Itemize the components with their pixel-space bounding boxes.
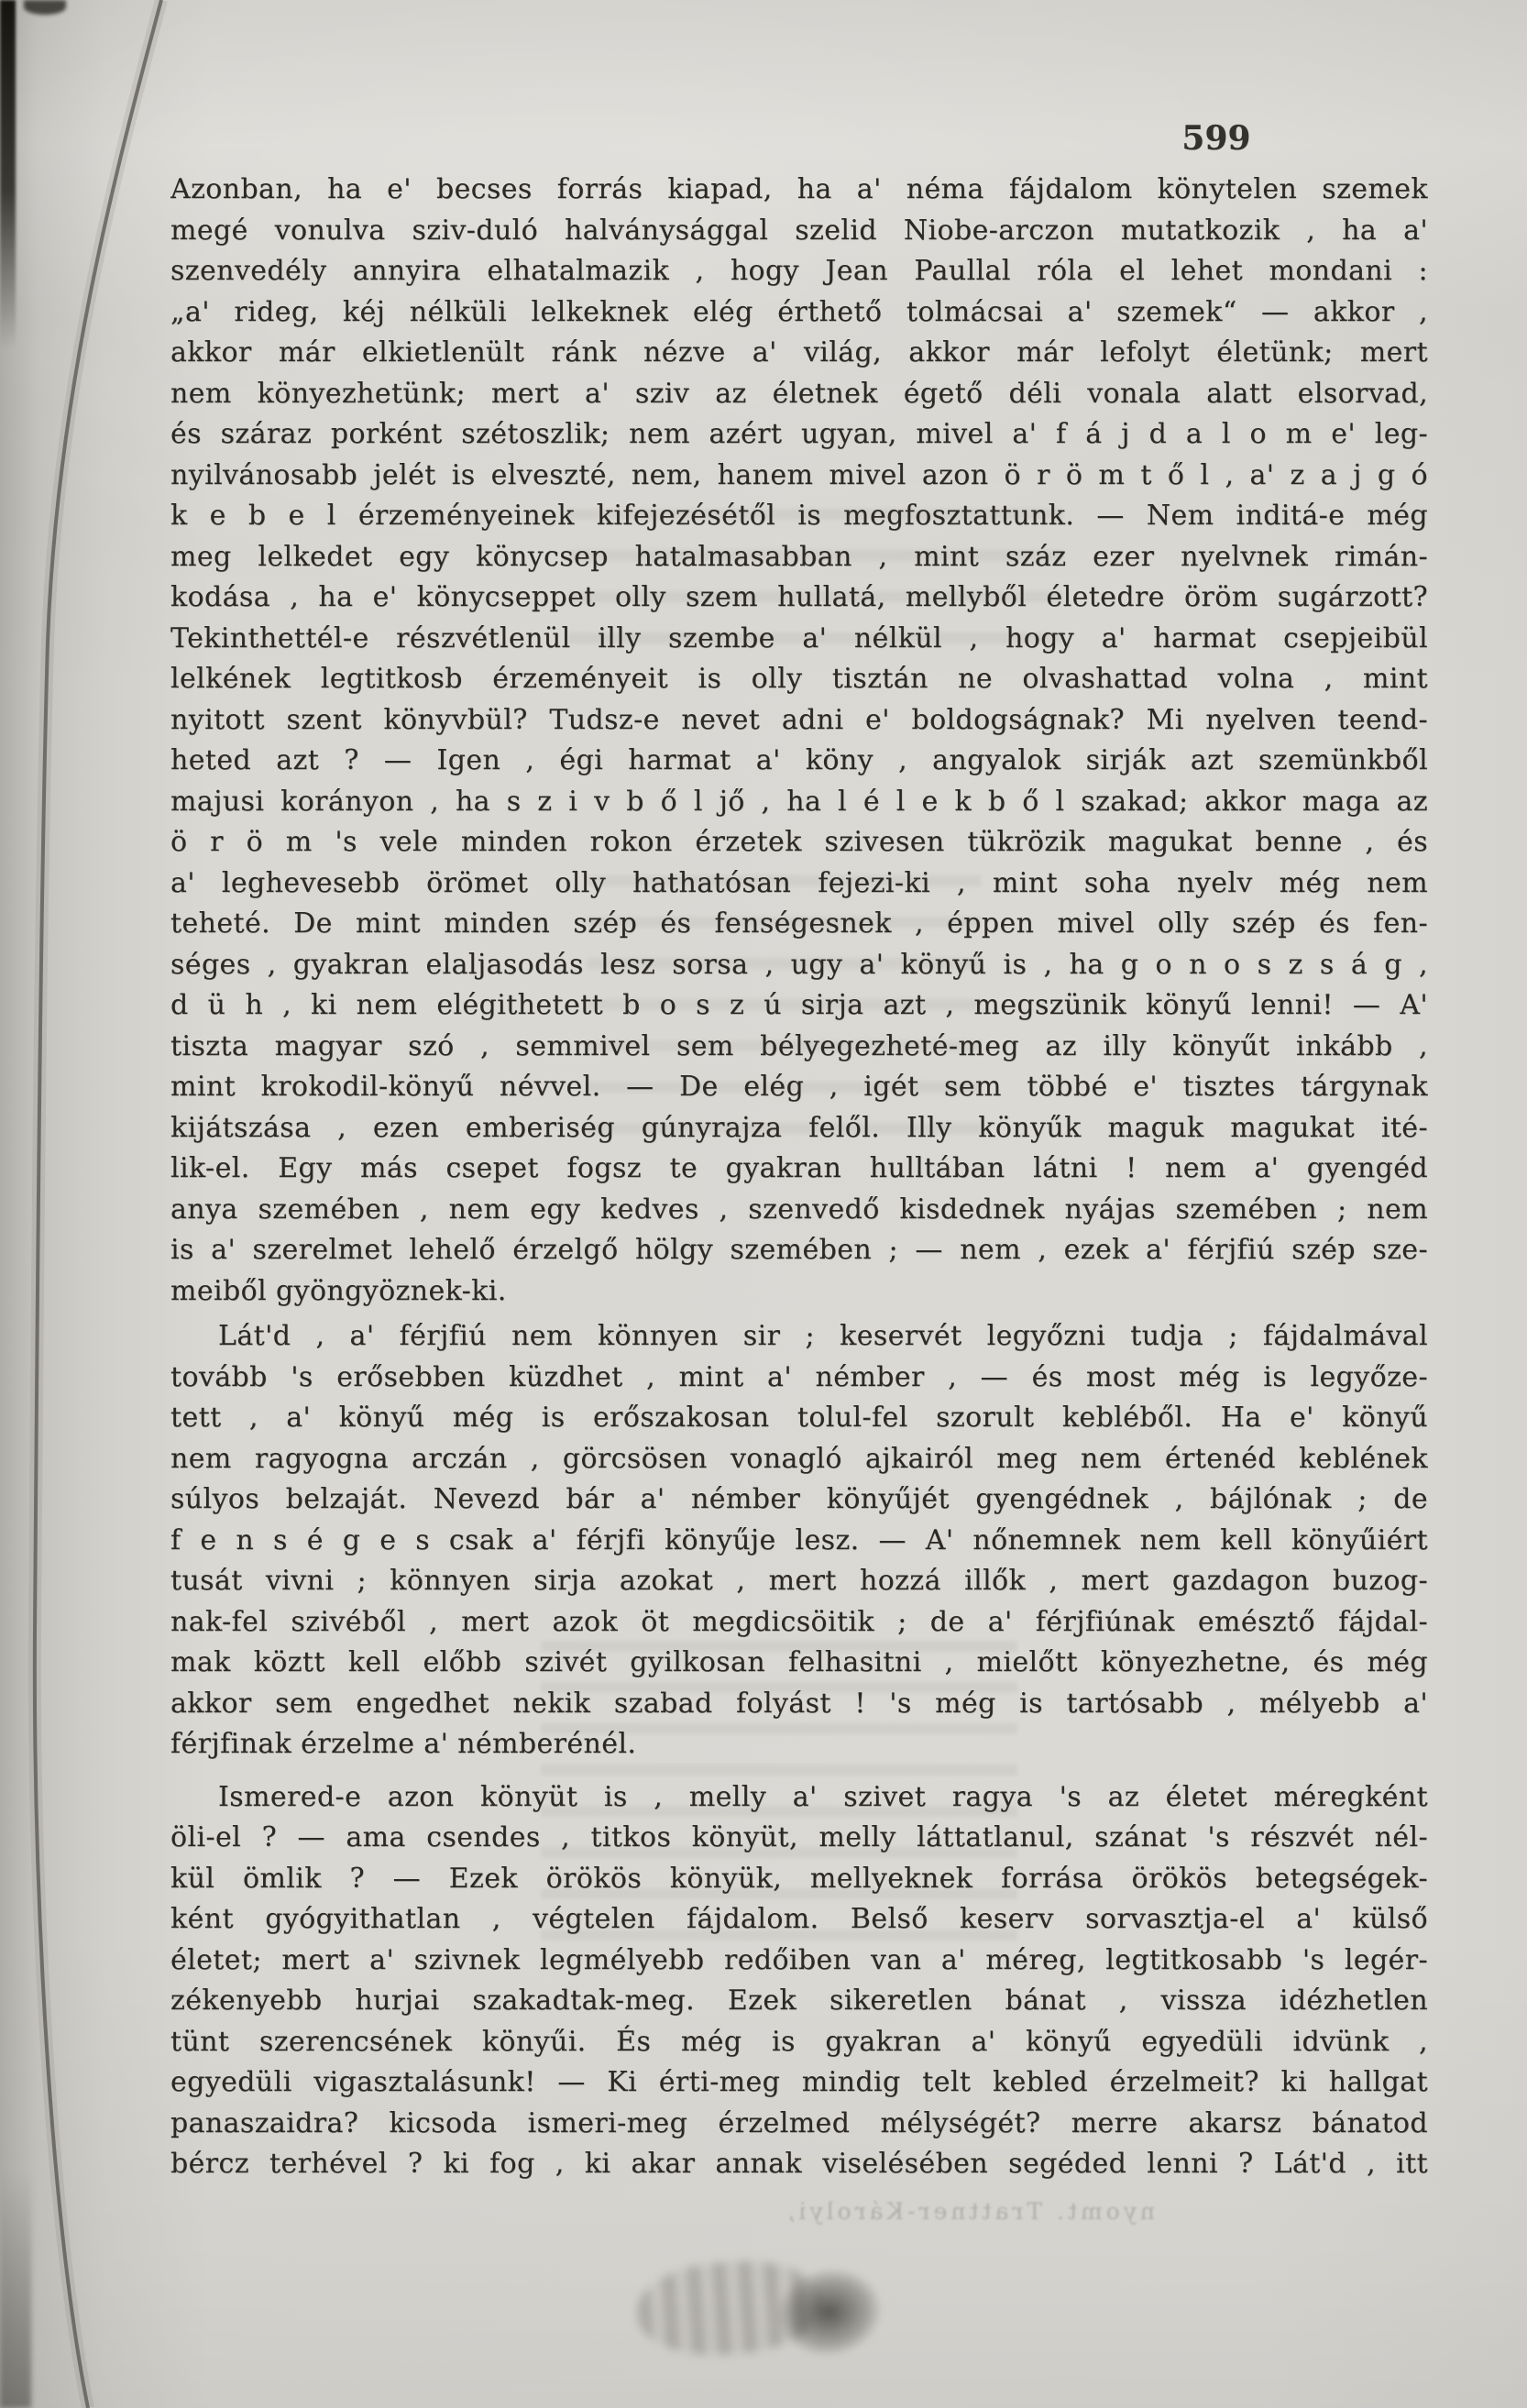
text-line: meg lelkedet egy könycsep hatalmasabban , mint száz ezer nyelvnek rimán- [170, 540, 1428, 573]
text-line: Lát'd , a' férjfiú nem könnyen sir ; keservét legyőzni tudja ; fájdalmával [218, 1320, 1428, 1352]
text-line: lelkének legtitkosb érzeményeit is olly tisztán ne olvashattad volna , mint [170, 663, 1428, 695]
text-line: anya szemében , nem egy kedves , szenvedő kisdednek nyájas szemében ; nem [170, 1193, 1428, 1226]
text-line: panaszaidra? kicsoda ismeri-meg érzelmed mélységét? merre akarsz bánatod [170, 2106, 1428, 2139]
text-line: meiből gyöngyöznek-ki. [170, 1274, 507, 1307]
text-line: öli-el ? — ama csendes , titkos könyüt, melly láttatlanul, szánat 's részvét nél- [170, 1821, 1428, 1853]
text-line: k e b e l érzeményeinek kifejezésétől is megfosztattunk. — Nem inditá-e még [170, 500, 1428, 532]
text-line: férjfinak érzelme a' némberénél. [170, 1728, 637, 1760]
text-line: nak-fel szivéből , mert azok öt megdicsöitik ; de a' férjfiúnak emésztő fájdal- [170, 1605, 1428, 1638]
text-line: nyitott szent könyvbül? Tudsz-e nevet adni e' boldogságnak? Mi nyelven teend- [170, 703, 1428, 736]
text-line: nyilvánosabb jelét is elveszté, nem, hanem mivel azon ö r ö m t ő l , a' z a j g ó [170, 458, 1428, 491]
ink-blot-top-left [24, 0, 66, 15]
text-line: d ü h , ki nem elégithetett b o s z ú sirja azt , megszünik könyű lenni! — A' [170, 989, 1428, 1021]
text-line: szenvedély annyira elhatalmazik , hogy Jean Paullal róla el lehet mondani : [170, 255, 1428, 287]
text-column [170, 170, 1428, 2185]
text-line: súlyos belzaját. Nevezd bár a' némber könyűjét gyengédnek , bájlónak ; de [170, 1483, 1428, 1515]
text-line: akkor sem engedhet nekik szabad folyást ! 's még is tartósabb , mélyebb a' [170, 1687, 1428, 1720]
text-line: is a' szerelmet lehelő érzelgő hölgy szemében ; — nem , ezek a' férjfiú szép sze- [170, 1234, 1428, 1266]
text-line: heted azt ? — Igen , égi harmat a' köny , angyalok sirják azt szemünkből [170, 744, 1428, 776]
page-edge-shadow-bottom [0, 2170, 31, 2408]
page-number: 599 [1181, 119, 1251, 158]
printer-imprint-bleed: nyomt. Trattner-Károlyi, [784, 2198, 1155, 2225]
text-line: ként gyógyithatlan , végtelen fájdalom. Belső keserv sorvasztja-el a' külső [170, 1903, 1428, 1935]
text-line: akkor már elkietlenült ránk nézve a' világ, akkor már lefolyt életünk; mert [170, 336, 1428, 368]
text-line: megé vonulva sziv-duló halványsággal szelid Niobe-arczon mutatkozik , ha a' [170, 214, 1428, 247]
text-line: tünt szerencsének könyűi. És még is gyakran a' könyű egyedüli idvünk , [170, 2025, 1428, 2058]
text-line: „a' rideg, kéj nélküli lelkeknek elég érthető tolmácsai a' szemek“ — akkor , [170, 295, 1428, 328]
text-line: bércz terhével ? ki fog , ki akar annak viselésében segéded lenni ? Lát'd , itt [170, 2148, 1428, 2180]
text-line: tett , a' könyű még is erőszakosan tolul-fel szorult kebléből. Ha e' könyű [170, 1402, 1428, 1434]
text-line: séges , gyakran elaljasodás lesz sorsa , ugy a' könyű is , ha g o n o s z s á g , [170, 948, 1428, 981]
text-line: Azonban, ha e' becses forrás kiapad, ha a' néma fájdalom könytelen szemek [170, 173, 1428, 205]
ink-smudge [752, 2244, 906, 2381]
text-line: Tekinthettél-e részvétlenül illy szembe a' nélkül , hogy a' harmat csepjeibül [170, 621, 1428, 654]
text-line: egyedüli vigasztalásunk! — Ki érti-meg mindig telt kebled érzelmeit? ki hallgat [170, 2066, 1428, 2098]
paragraph [170, 1316, 1428, 1765]
text-line: kijátszása , ezen emberiség gúnyrajza felől. Illy könyűk maguk magukat ité- [170, 1111, 1428, 1144]
text-line: tiszta magyar szó , semmivel sem bélyegezheté-meg az illy könyűt inkább , [170, 1029, 1428, 1062]
text-line: nem ragyogna arczán , görcsösen vonagló ajkairól meg nem értenéd keblének [170, 1442, 1428, 1475]
text-line: tovább 's erősebben küzdhet , mint a' némber , — és most még is legyőze- [170, 1360, 1428, 1393]
text-line: ö r ö m 's vele minden rokon érzetek szivesen tükrözik magukat benne , és [170, 826, 1428, 858]
text-line: f e n s é g e s csak a' férjfi könyűje lesz. — A' nőnemnek nem kell könyűiért [170, 1523, 1428, 1556]
text-line: mak köztt kell előbb szivét gyilkosan felhasitni , mielőtt könyezhetne, és még [170, 1646, 1428, 1678]
text-line: zékenyebb hurjai szakadtak-meg. Ezek sikeretlen bánat , vissza idézhetlen [170, 1985, 1428, 2017]
text-line: életet; mert a' szivnek legmélyebb redőiben van a' méreg, legtitkosabb 's legér- [170, 1943, 1428, 1976]
text-line: Ismered-e azon könyüt is , melly a' szivet ragya 's az életet méregként [218, 1780, 1428, 1813]
text-line: a' leghevesebb örömet olly hathatósan fejezi-ki , mint soha nyelv még nem [170, 866, 1428, 899]
paragraph [170, 170, 1428, 1312]
text-line: lik-el. Egy más csepet fogsz te gyakran hulltában látni ! nem a' gyengéd [170, 1152, 1428, 1184]
text-line: és száraz porként szétoszlik; nem azért ugyan, mivel a' f á j d a l o m e' leg- [170, 418, 1428, 450]
text-line: mint krokodil-könyű névvel. — De elég , igét sem többé e' tisztes tárgynak [170, 1071, 1428, 1103]
text-line: kül ömlik ? — Ezek örökös könyük, mellyeknek forrása örökös betegségek- [170, 1862, 1428, 1895]
paragraph [170, 1777, 1428, 2185]
text-line: majusi korányon , ha s z i v b ő l jő , ha l é l e k b ő l szakad; akkor maga az [170, 785, 1428, 818]
text-line: kodása , ha e' könycseppet olly szem hullatá, mellyből életedre öröm sugárzott? [170, 581, 1428, 613]
text-line: teheté. De mint minden szép és fenségesnek , éppen mivel olly szép és fen- [170, 907, 1428, 940]
text-line: nem könyezhetünk; mert a' sziv az életnek égető déli vonala alatt elsorvad, [170, 377, 1428, 410]
page-edge-shadow-top [0, 0, 16, 348]
text-line: tusát vivni ; könnyen sirja azokat , mert hozzá illők , mert gazdagon buzog- [170, 1565, 1428, 1597]
